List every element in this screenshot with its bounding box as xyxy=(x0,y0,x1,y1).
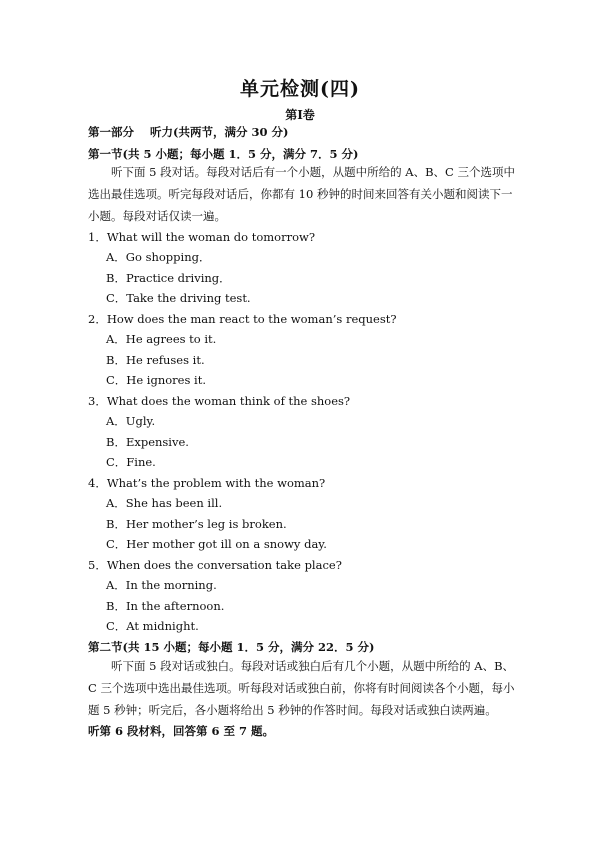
question-2-option-c: C．He ignores it. xyxy=(106,373,206,387)
question-5-stem: 5．When does the conversation take place? xyxy=(88,558,342,572)
section2-material-note: 听第 6 段材料，回答第 6 至 7 题。 xyxy=(88,724,275,738)
question-4-stem: 4．What’s the problem with the woman? xyxy=(88,476,326,490)
question-1-option-c: C．Take the driving test. xyxy=(106,291,251,305)
volume-subtitle: 第Ⅰ卷 xyxy=(285,108,315,122)
question-4-option-c: C．Her mother got ill on a snowy day. xyxy=(106,537,327,551)
section1-heading: 第一节(共 5 小题；每小题 1．5 分，满分 7．5 分) xyxy=(88,147,359,161)
question-2-option-a: A．He agrees to it. xyxy=(106,332,217,346)
section1-instructions: 听下面 5 段对话。每段对话后有一个小题，从题中所给的 A、B、C 三个选项中选出最佳选项。听完每段对话后，你都有 10 秒钟的时间来回答有关小题和阅读下一小题。每段对话仅读一遍。 xyxy=(88,165,515,223)
question-5-option-c: C．At midnight. xyxy=(106,619,199,633)
question-2-option-b: B．He refuses it. xyxy=(106,353,205,367)
question-4-option-b: B．Her mother’s leg is broken. xyxy=(106,517,287,531)
section2-instructions: 听下面 5 段对话或独白。每段对话或独白后有几个小题，从题中所给的 A、B、C 三个选项中选出最佳选项。听每段对话或独白前，你将有时间阅读各个小题，每小题 5 秒钟；听完后，各小题将给出 5 秒钟的作答时间。每段对话或独白读两遍。 xyxy=(88,659,515,717)
question-1-option-b: B．Practice driving． xyxy=(106,271,231,285)
question-1-stem: 1．What will the woman do tomorrow? xyxy=(88,230,316,244)
question-5-option-b: B．In the afternoon. xyxy=(106,599,225,613)
question-3-stem: 3．What does the woman think of the shoes? xyxy=(88,394,351,408)
part1-label: 第一部分 xyxy=(88,125,134,139)
question-4-option-a: A．She has been ill. xyxy=(106,496,223,510)
question-2-stem: 2．How does the man react to the woman’s request? xyxy=(88,312,397,326)
question-3-option-c: C．Fine. xyxy=(106,455,156,469)
part1-heading xyxy=(88,124,288,140)
question-1-option-a: A．Go shopping． xyxy=(106,250,211,264)
part1-title: 听力(共两节，满分 30 分) xyxy=(150,125,289,139)
question-5-option-a: A．In the morning. xyxy=(106,578,217,592)
question-3-option-a: A．Ugly. xyxy=(106,414,156,428)
page-title: 单元检测(四) xyxy=(240,78,360,100)
question-3-option-b: B．Expensive. xyxy=(106,435,189,449)
section2-heading: 第二节(共 15 小题；每小题 1．5 分，满分 22．5 分) xyxy=(88,640,375,654)
